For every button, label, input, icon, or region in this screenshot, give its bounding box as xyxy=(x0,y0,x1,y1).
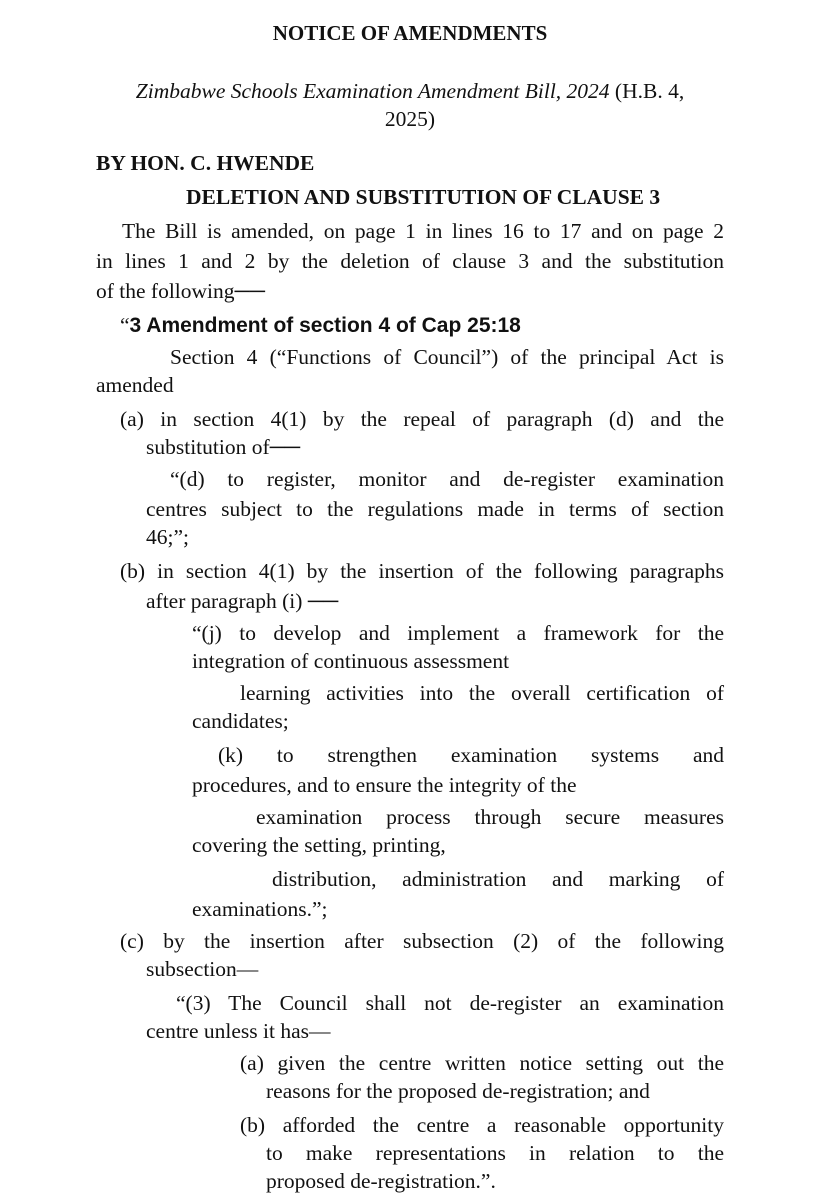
section-heading-line xyxy=(120,310,521,341)
para-k-line: examinations.”; xyxy=(192,897,328,921)
bill-name: Zimbabwe Schools Examination Amendment Bill, 2024 xyxy=(135,79,610,103)
section-heading: 3 Amendment of section 4 of Cap 25:18 xyxy=(129,314,521,337)
bill-reference xyxy=(0,76,820,106)
para-a-line: (a) in section 4(1) by the repeal of paragraph (d) and the xyxy=(120,407,724,431)
para-c-sub-line: “(3) The Council shall not de-register an examination xyxy=(176,991,724,1015)
para-c-a-line: reasons for the proposed de-registration; and xyxy=(266,1079,650,1103)
para-a-sub-line: centres subject to the regulations made in terms of section xyxy=(146,497,724,521)
para-a-line: substitution of── xyxy=(146,435,301,459)
para-b-line: (b) in section 4(1) by the insertion of the following paragraphs xyxy=(120,559,724,583)
para-j-line: learning activities into the overall certification of xyxy=(240,681,724,705)
clause-heading: DELETION AND SUBSTITUTION OF CLAUSE 3 xyxy=(186,185,661,209)
intro-line: of the following── xyxy=(96,279,265,303)
para-j-line: candidates; xyxy=(192,709,289,733)
para-c-b-line: to make representations in relation to the xyxy=(266,1141,724,1165)
para-k-line: examination process through secure measures xyxy=(256,805,724,829)
para-k-line: procedures, and to ensure the integrity of the xyxy=(192,773,577,797)
section-intro-line: amended xyxy=(96,373,174,397)
para-c-b-line: (b) afforded the centre a reasonable opportunity xyxy=(240,1113,724,1137)
para-c-line: subsection— xyxy=(146,957,259,981)
para-k-line: distribution, administration and marking of xyxy=(272,867,724,891)
para-a-sub-line: 46;”; xyxy=(146,525,189,549)
para-c-line: (c) by the insertion after subsection (2) of the following xyxy=(120,929,724,953)
para-j-line: integration of continuous assessment xyxy=(192,649,510,673)
para-c-sub-line: centre unless it has— xyxy=(146,1019,331,1043)
para-j-line: “(j) to develop and implement a framework for the xyxy=(192,621,724,645)
intro-line: The Bill is amended, on page 1 in lines 16 to 17 and on page 2 xyxy=(122,219,724,243)
para-k-line: (k) to strengthen examination systems and xyxy=(218,743,724,767)
open-quote: “ xyxy=(120,313,130,337)
notice-title: NOTICE OF AMENDMENTS xyxy=(272,21,548,45)
mover: BY HON. C. HWENDE xyxy=(96,151,315,175)
para-c-a-line: (a) given the centre written notice setting out the xyxy=(240,1051,724,1075)
para-c-b-line: proposed de-registration.”. xyxy=(266,1169,496,1193)
intro-line: in lines 1 and 2 by the deletion of clause 3 and the substitution xyxy=(96,249,724,273)
para-k-line: covering the setting, printing, xyxy=(192,833,446,857)
section-intro-line: Section 4 (“Functions of Council”) of the principal Act is xyxy=(170,345,724,369)
para-a-sub-line: “(d) to register, monitor and de-register examination xyxy=(170,467,724,491)
bill-ref-line1: (H.B. 4, xyxy=(609,79,685,103)
bill-ref-line2: 2025) xyxy=(384,107,436,131)
para-b-line: after paragraph (i) ── xyxy=(146,589,339,613)
